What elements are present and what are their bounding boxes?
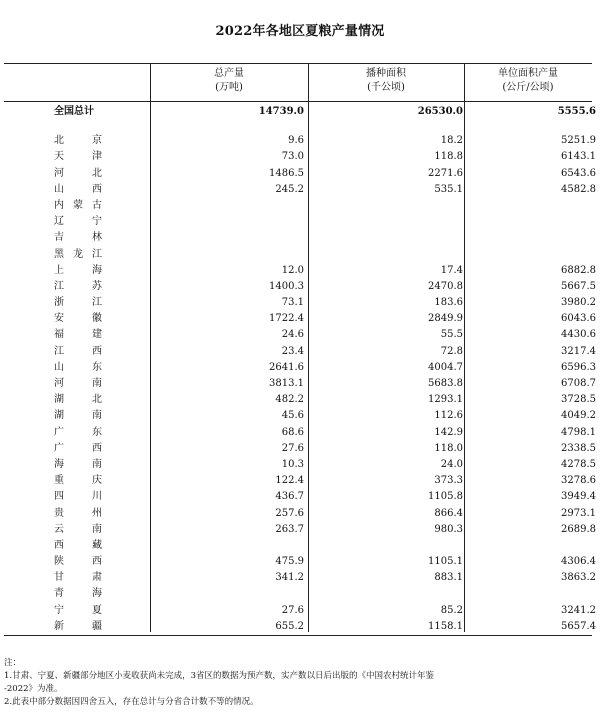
region-name-char: 天 [54, 151, 64, 163]
region-name [54, 473, 102, 489]
region-yield: 3863.2 [561, 572, 596, 584]
table-row [4, 538, 592, 554]
region-name-char: 山 [54, 361, 64, 373]
region-area: 118.8 [434, 151, 463, 163]
region-name-char: 新 [54, 620, 64, 632]
region-output: 27.6 [281, 442, 304, 454]
region-name-char: 海 [92, 264, 102, 276]
region-name-char: 蒙 [73, 199, 83, 211]
region-name-char: 陕 [54, 556, 64, 568]
table-row [4, 586, 592, 602]
note-heading: 注： [4, 658, 22, 668]
region-name-char: 河 [54, 167, 64, 179]
table-row [4, 149, 596, 165]
table-row [4, 425, 596, 441]
region-output: 1400.3 [269, 280, 304, 292]
region-name-char: 庆 [92, 475, 102, 487]
region-output: 9.6 [288, 135, 304, 147]
region-name-char: 疆 [92, 620, 102, 632]
region-yield: 6882.8 [561, 264, 596, 276]
region-name [54, 538, 102, 554]
table-row [4, 198, 592, 214]
region-name [54, 214, 102, 230]
region-name [54, 554, 102, 570]
table-row [4, 279, 596, 295]
region-output: 10.3 [281, 458, 304, 470]
header-output-label: 总产量 [214, 68, 244, 79]
table-row [4, 360, 596, 376]
region-name [54, 327, 102, 343]
region-name [54, 247, 102, 263]
region-name [54, 457, 102, 473]
region-output: 68.6 [281, 426, 304, 438]
region-name-char: 西 [92, 442, 102, 454]
region-output: 655.2 [275, 620, 304, 632]
region-name-char: 东 [92, 426, 102, 438]
region-name [54, 392, 102, 408]
region-output: 341.2 [275, 572, 304, 584]
region-name-char: 辽 [54, 216, 64, 228]
footnotes [4, 657, 594, 709]
region-output: 24.6 [281, 329, 304, 341]
region-area: 535.1 [434, 183, 463, 195]
header-output [150, 67, 308, 95]
region-name-char: 京 [92, 135, 102, 147]
header-yield-unit: (公斤/公顷) [502, 82, 554, 93]
table-row [4, 166, 596, 182]
region-name-char: 海 [92, 588, 102, 600]
region-name [54, 619, 102, 635]
region-name [54, 182, 102, 198]
table-row [4, 214, 592, 230]
total-label: 全国总计 [54, 106, 94, 117]
region-yield: 4049.2 [561, 410, 596, 422]
region-yield: 3949.4 [561, 491, 596, 503]
region-output: 23.4 [281, 345, 304, 357]
region-name [54, 360, 102, 376]
region-name-char: 湖 [54, 410, 64, 422]
region-name-char: 青 [54, 588, 64, 600]
region-name-char: 肃 [92, 572, 102, 584]
region-name-char: 夏 [92, 604, 102, 616]
region-yield: 3278.6 [561, 475, 596, 487]
table-row [4, 473, 596, 489]
table-row [4, 603, 596, 619]
table-row [4, 327, 596, 343]
region-name [54, 279, 102, 295]
region-name-char: 江 [54, 280, 64, 292]
total-output: 14739.0 [258, 106, 304, 117]
table-row [4, 295, 596, 311]
total-area: 26530.0 [417, 106, 463, 117]
region-area: 2470.8 [428, 280, 463, 292]
region-name-char: 北 [92, 394, 102, 406]
region-name-char: 黑 [54, 248, 64, 260]
region-area: 1158.1 [428, 620, 463, 632]
region-yield: 4798.1 [561, 426, 596, 438]
region-area: 18.2 [440, 135, 463, 147]
table-row [4, 489, 596, 505]
region-area: 2271.6 [428, 167, 463, 179]
summer-grain-table [4, 63, 596, 636]
region-name-char: 西 [92, 345, 102, 357]
table-body [4, 104, 596, 635]
region-name-char: 广 [54, 426, 64, 438]
region-name [54, 425, 102, 441]
region-name [54, 295, 102, 311]
region-yield: 4306.4 [561, 556, 596, 568]
region-name-char: 云 [54, 523, 64, 535]
region-name-char: 江 [92, 297, 102, 309]
region-output: 482.2 [275, 394, 304, 406]
region-area: 118.0 [434, 442, 463, 454]
region-name-char: 龙 [73, 248, 83, 260]
table-row [4, 344, 596, 360]
header-area [308, 67, 464, 95]
region-yield: 2973.1 [561, 507, 596, 519]
region-name [54, 166, 102, 182]
region-output: 1486.5 [269, 167, 304, 179]
region-name-char: 四 [54, 491, 64, 503]
region-name-char: 北 [54, 135, 64, 147]
region-name-char: 西 [54, 539, 64, 551]
region-name-char: 福 [54, 329, 64, 341]
region-name [54, 149, 102, 165]
region-name-char: 州 [92, 507, 102, 519]
region-name-char: 上 [54, 264, 64, 276]
header-yield [464, 67, 592, 95]
region-area: 55.5 [440, 329, 463, 341]
region-output: 73.0 [281, 151, 304, 163]
region-area: 1293.1 [428, 394, 463, 406]
region-name-char: 川 [92, 491, 102, 503]
table-row [4, 376, 596, 392]
region-area: 85.2 [440, 604, 463, 616]
region-area: 5683.8 [428, 378, 463, 389]
region-name [54, 603, 102, 619]
region-area: 373.3 [434, 475, 463, 487]
total-yield: 5555.6 [557, 106, 596, 117]
table-row [4, 457, 596, 473]
region-output: 263.7 [275, 523, 304, 535]
region-name-char: 重 [54, 475, 64, 487]
region-yield: 6596.3 [561, 361, 596, 373]
region-yield: 6143.1 [561, 151, 596, 163]
note-1: 1.甘肃、宁夏、新疆部分地区小麦收获尚未完成，3省区的数据为预产数，实产数以日后出版的《中国农村统计年鉴 [4, 671, 435, 681]
region-name-char: 徽 [92, 313, 102, 325]
table-row [4, 230, 592, 246]
region-name-char: 山 [54, 183, 64, 195]
region-name [54, 586, 102, 602]
region-output: 2641.6 [269, 361, 304, 373]
table-row [4, 133, 596, 149]
table-row [4, 247, 592, 263]
region-name-char: 广 [54, 442, 64, 454]
region-yield: 3217.4 [561, 345, 596, 357]
region-rows [4, 133, 596, 635]
region-area: 1105.8 [428, 491, 463, 503]
total-row [4, 104, 596, 120]
region-name [54, 344, 102, 360]
region-output: 257.6 [275, 507, 304, 519]
note-2: 2.此表中部分数据因四舍五入，存在总计与分省合计数不等的情况。 [4, 697, 259, 707]
region-name-char: 海 [54, 458, 64, 470]
table-row [4, 522, 596, 538]
table-row [4, 408, 596, 424]
region-output: 1722.4 [269, 313, 304, 325]
region-yield: 3728.5 [561, 394, 596, 406]
region-name-char: 南 [92, 378, 102, 389]
region-output: 45.6 [281, 410, 304, 422]
region-name-char: 湖 [54, 394, 64, 406]
region-name-char: 安 [54, 313, 64, 325]
header-output-unit: (万吨) [215, 82, 243, 93]
region-area: 112.6 [434, 410, 463, 422]
region-output: 475.9 [275, 556, 304, 568]
region-name-char: 古 [92, 199, 102, 211]
region-output: 122.4 [275, 475, 304, 487]
region-yield: 2338.5 [561, 442, 596, 454]
column-divider [308, 101, 309, 632]
table-row [4, 182, 596, 198]
region-name-char: 宁 [54, 604, 64, 616]
region-area: 866.4 [434, 507, 463, 519]
region-yield: 2689.8 [561, 523, 596, 535]
region-name-char: 西 [92, 556, 102, 568]
region-name-char: 甘 [54, 572, 64, 584]
region-name-char: 东 [92, 361, 102, 373]
region-area: 183.6 [434, 297, 463, 309]
region-area: 883.1 [434, 572, 463, 584]
region-area: 2849.9 [428, 313, 463, 325]
region-yield: 6708.7 [561, 378, 596, 389]
region-output: 73.1 [281, 297, 304, 309]
region-name-char: 南 [92, 410, 102, 422]
region-yield: 5657.4 [561, 620, 596, 632]
region-name-char: 内 [54, 199, 64, 211]
table-row [4, 441, 596, 457]
region-name-char: 贵 [54, 507, 64, 519]
region-name-char: 江 [54, 345, 64, 357]
region-name-char: 津 [92, 151, 102, 163]
region-name [54, 133, 102, 149]
region-yield: 4582.8 [561, 183, 596, 195]
region-name [54, 311, 102, 327]
table-bottom-rule [4, 635, 592, 636]
region-name-char: 宁 [92, 216, 102, 228]
region-area: 142.9 [434, 426, 463, 438]
header-area-unit: (千公顷) [367, 82, 405, 93]
region-yield: 6543.6 [561, 167, 596, 179]
region-name-char: 建 [92, 329, 102, 341]
region-name-char: 林 [92, 232, 102, 244]
header-area-label: 播种面积 [366, 68, 406, 79]
region-name-char: 浙 [54, 297, 64, 309]
table-row [4, 570, 596, 586]
region-area: 24.0 [440, 458, 463, 470]
column-divider [150, 101, 151, 632]
region-name [54, 522, 102, 538]
region-name-char: 北 [92, 167, 102, 179]
region-yield: 3241.2 [561, 604, 596, 616]
region-name [54, 263, 102, 279]
region-output: 245.2 [275, 183, 304, 195]
table-row [4, 311, 596, 327]
table-row [4, 506, 596, 522]
region-area: 17.4 [440, 264, 463, 276]
table-row [4, 554, 596, 570]
region-output: 27.6 [281, 604, 304, 616]
region-yield: 3980.2 [561, 297, 596, 309]
region-yield: 4278.5 [561, 458, 596, 470]
region-name-char: 南 [92, 458, 102, 470]
region-area: 1105.1 [428, 556, 463, 568]
region-name-char: 苏 [92, 280, 102, 292]
region-name-char: 江 [92, 248, 102, 260]
row-spacer [4, 120, 592, 133]
region-yield: 4430.6 [561, 329, 596, 341]
region-name [54, 489, 102, 505]
region-name [54, 198, 102, 214]
region-name [54, 376, 102, 392]
region-name [54, 230, 102, 246]
region-name-char: 西 [92, 183, 102, 195]
region-name [54, 408, 102, 424]
region-name [54, 570, 102, 586]
table-row [4, 619, 596, 635]
region-output: 436.7 [275, 491, 304, 503]
table-row [4, 263, 596, 279]
note-1-cont: -2022》为准。 [4, 684, 63, 694]
region-area: 72.8 [440, 345, 463, 357]
region-name [54, 441, 102, 457]
region-name-char: 河 [54, 378, 64, 389]
header-yield-label: 单位面积产量 [498, 68, 558, 79]
region-name-char: 藏 [92, 539, 102, 551]
table-header [4, 64, 592, 102]
region-name-char: 南 [92, 523, 102, 535]
region-yield: 5251.9 [561, 135, 596, 147]
page-title: 2022年各地区夏粮产量情况 [215, 24, 385, 39]
region-output: 12.0 [281, 264, 304, 276]
region-name [54, 506, 102, 522]
column-divider [464, 101, 465, 632]
region-area: 4004.7 [428, 361, 463, 373]
region-yield: 6043.6 [561, 313, 596, 325]
region-area: 980.3 [434, 523, 463, 535]
region-name-char: 吉 [54, 232, 64, 244]
region-output: 3813.1 [269, 378, 304, 389]
region-yield: 5667.5 [561, 280, 596, 292]
table-row [4, 392, 596, 408]
